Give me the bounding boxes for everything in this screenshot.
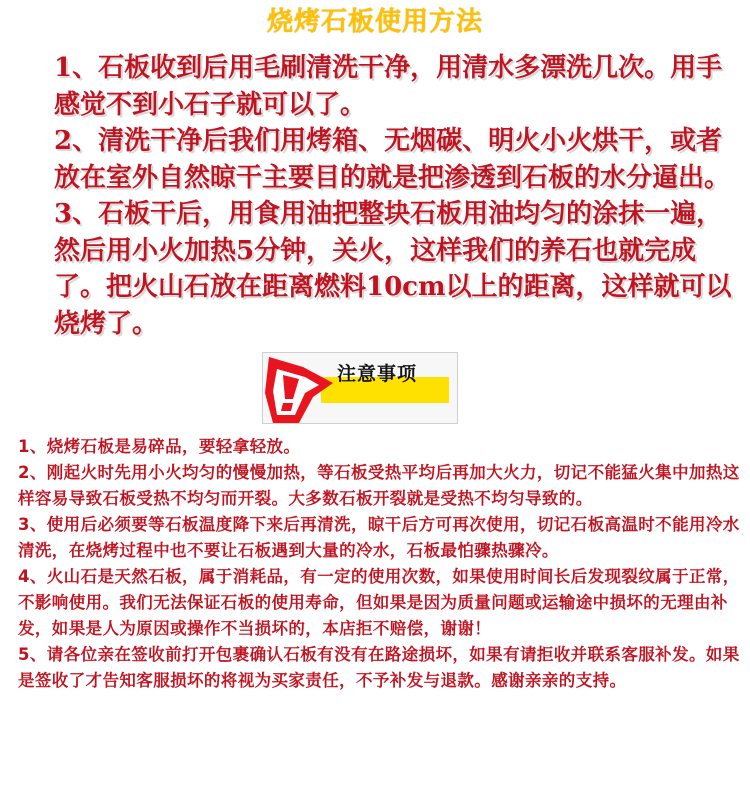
step-1: 1、石板收到后用毛刷清洗干净，用清水多漂洗几次。用手感觉不到小石子就可以了。 bbox=[54, 53, 723, 120]
notice-item-2: 2、刚起火时先用小火均匀的慢慢加热，等石板受热平均后再加大火力，切记不能猛火集中加热这样容易导致石板受热不均匀而开裂。大多数石板开裂就是受热不均匀导致的。 bbox=[18, 463, 740, 508]
notice-item-3: 3、使用后必须要等石板温度降下来后再清洗，晾干后方可再次使用，切记石板高温时不能用冷水清洗，在烧烤过程中也不要让石板遇到大量的冷水，石板最怕骤热骤冷。 bbox=[18, 515, 740, 560]
step-3: 3、石板干后，用食用油把整块石板用油均匀的涂抹一遍，然后用小火加热5分钟，关火，这样我们的养石也就完成了。把火山石放在距离燃料10cm以上的距离，这样就可以烧烤了。 bbox=[54, 199, 732, 339]
notice-label: 注意事项 bbox=[337, 363, 418, 385]
step-2: 2、清洗干净后我们用烤箱、无烟碳、明火小火烘干，或者放在室外自然晾干主要目的就是把渗透到石板的水分逼出。 bbox=[54, 126, 731, 193]
notice-item-5: 5、请各位亲在签收前打开包裹确认石板有没有在路途损坏，如果有请拒收并联系客服补发。如果是签收了才告知客服损坏的将视为买家责任，不予补发与退款。感谢亲亲的支持。 bbox=[18, 645, 740, 690]
notice-badge bbox=[262, 352, 458, 424]
page-title: 烧烤石板使用方法 bbox=[266, 7, 483, 37]
notice-item-4: 4、火山石是天然石板，属于消耗品，有一定的使用次数，如果使用时间长后发现裂纹属于正常，不影响使用。我们无法保证石板的使用寿命，但如果是因为质量问题或运输途中损坏的无理由补发，如果是人为原因或操作不当损坏的，本店拒不赔偿，谢谢！ bbox=[18, 567, 740, 638]
notice-item-1: 1、烧烤石板是易碎品，要轻拿轻放。 bbox=[18, 437, 301, 456]
usage-steps bbox=[54, 50, 734, 342]
notice-list bbox=[18, 434, 746, 694]
exclamation-icon bbox=[263, 353, 343, 424]
